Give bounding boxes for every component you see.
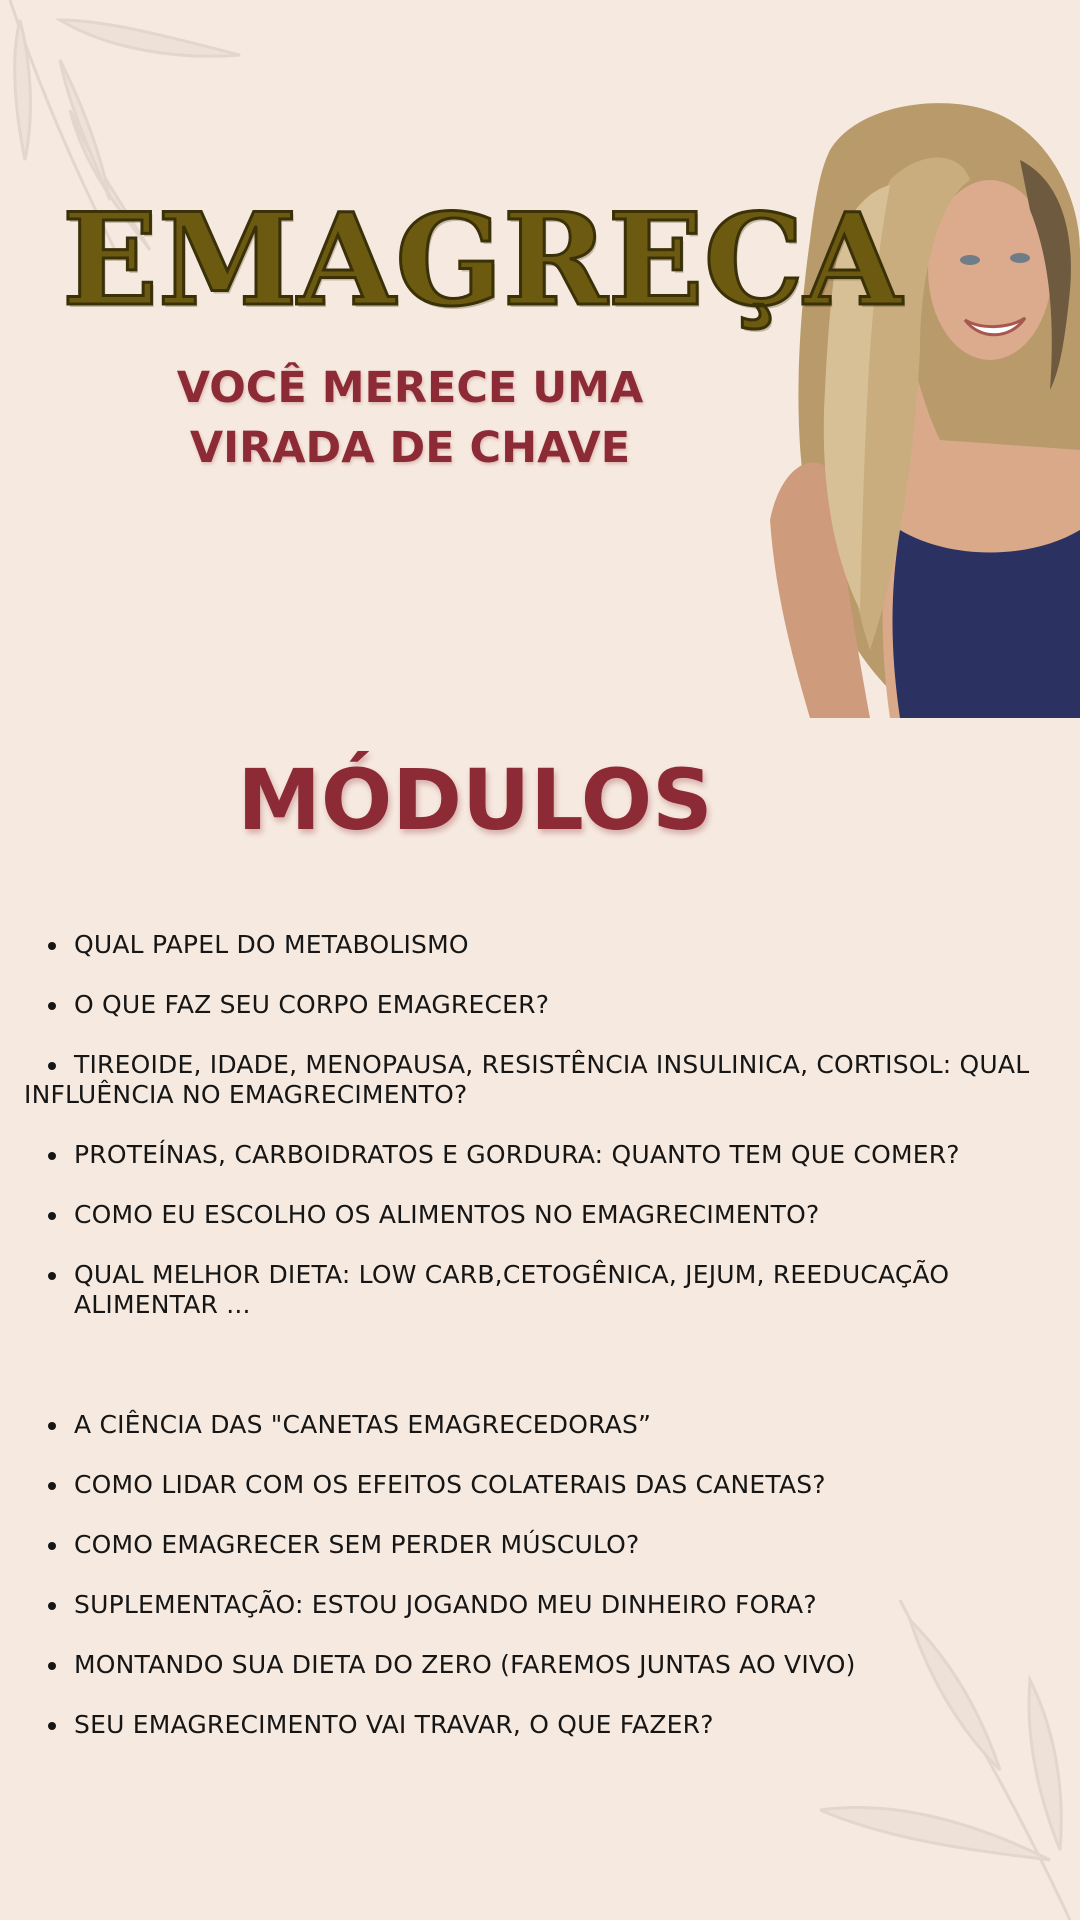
module-item: COMO EU ESCOLHO OS ALIMENTOS NO EMAGRECIMENTO? — [0, 1200, 1060, 1230]
module-item: PROTEÍNAS, CARBOIDRATOS E GORDURA: QUANTO TEM QUE COMER? — [0, 1140, 1060, 1170]
module-item: COMO EMAGRECER SEM PERDER MÚSCULO? — [0, 1530, 1060, 1560]
subheadline — [140, 358, 680, 478]
module-item: SUPLEMENTAÇÃO: ESTOU JOGANDO MEU DINHEIRO FORA? — [0, 1590, 1060, 1620]
module-item: COMO LIDAR COM OS EFEITOS COLATERAIS DAS CANETAS? — [0, 1470, 1060, 1500]
subheadline-line-2: VIRADA DE CHAVE — [189, 423, 631, 473]
module-item: QUAL MELHOR DIETA: LOW CARB,CETOGÊNICA, JEJUM, REEDUCAÇÃO ALIMENTAR ... — [0, 1260, 1060, 1320]
module-item: A CIÊNCIA DAS "CANETAS EMAGRECEDORAS” — [0, 1410, 1060, 1440]
module-item: MONTANDO SUA DIETA DO ZERO (FAREMOS JUNTAS AO VIVO) — [0, 1650, 1060, 1680]
portrait-photo — [770, 90, 1080, 718]
modules-title: MÓDULOS — [237, 751, 713, 849]
headline-title: EMAGREÇA — [62, 186, 902, 334]
module-list — [0, 930, 1060, 1770]
module-item: SEU EMAGRECIMENTO VAI TRAVAR, O QUE FAZER? — [0, 1710, 1060, 1740]
module-item: QUAL PAPEL DO METABOLISMO — [0, 930, 1060, 960]
module-item: O QUE FAZ SEU CORPO EMAGRECER? — [0, 990, 1060, 1020]
subheadline-line-1: VOCÊ MERECE UMA — [176, 363, 644, 413]
module-item: TIREOIDE, IDADE, MENOPAUSA, RESISTÊNCIA INSULINICA, CORTISOL: QUAL INFLUÊNCIA NO EMAGRECIMENTO? — [0, 1050, 1060, 1110]
